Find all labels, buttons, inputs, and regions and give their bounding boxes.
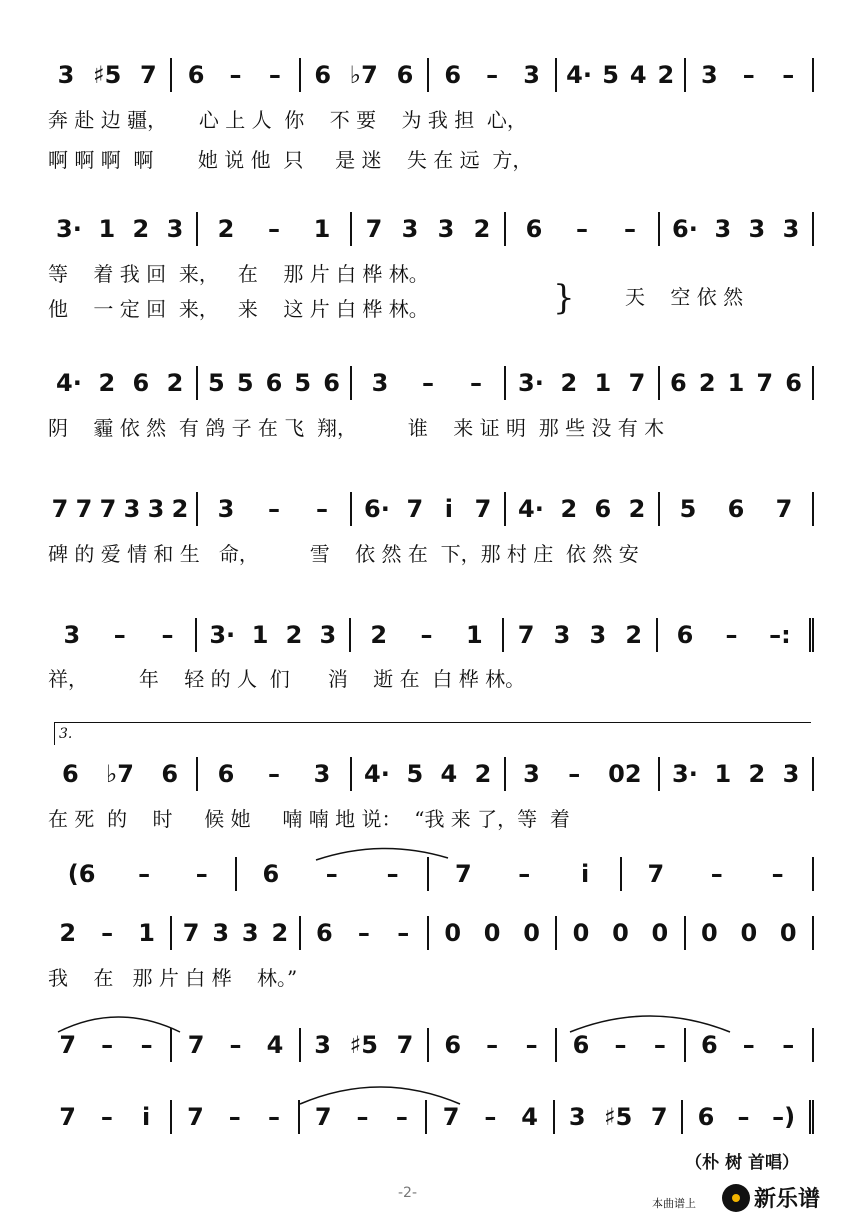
note: 7 xyxy=(474,495,492,523)
note: 0 xyxy=(572,919,590,947)
note: – xyxy=(140,1031,153,1059)
note: 6 xyxy=(697,1103,715,1131)
note: 5 xyxy=(679,495,697,523)
note: 3 xyxy=(147,495,165,523)
note: 3 xyxy=(123,495,141,523)
note: 6 xyxy=(161,760,179,788)
note: 0 xyxy=(651,919,669,947)
note: 6· xyxy=(672,215,698,243)
slur-arc xyxy=(316,848,448,860)
page-number: -2- xyxy=(398,1185,418,1201)
note: – xyxy=(653,1031,666,1059)
note: – xyxy=(395,1103,408,1131)
note: – xyxy=(518,860,531,888)
note: 3 xyxy=(523,760,540,788)
note: 0 xyxy=(612,919,629,947)
note: 2 xyxy=(560,369,578,397)
note: 1 xyxy=(98,215,116,243)
lyric-line-7: 祥， 年 轻 的 人 们 消 逝 在 白 桦 林。 xyxy=(48,667,526,691)
note: 1 xyxy=(251,621,269,649)
note: 6 xyxy=(396,61,414,89)
note: 3 xyxy=(523,61,540,89)
note: – xyxy=(420,621,433,649)
note: 2 xyxy=(132,215,150,243)
note: 7 xyxy=(756,369,774,397)
note: 2 xyxy=(628,495,646,523)
note: 2 xyxy=(370,621,388,649)
note: – xyxy=(525,1031,538,1059)
note: (6 xyxy=(67,860,96,888)
note: 6 xyxy=(701,1031,718,1059)
note: 4 xyxy=(440,760,458,788)
note: – xyxy=(710,860,723,888)
note: 1 xyxy=(727,369,745,397)
note: 7 xyxy=(442,1103,460,1131)
note: – xyxy=(268,215,280,243)
lyric-line-9: 我 在 那 片 白 桦 林。” xyxy=(48,966,298,990)
note: 6 xyxy=(217,760,235,788)
note: 3· xyxy=(518,369,544,397)
note: 3 xyxy=(313,760,331,788)
note: –: xyxy=(769,621,791,649)
note: 0 xyxy=(740,919,758,947)
note: 6 xyxy=(594,495,612,523)
note: 3 xyxy=(701,61,718,89)
note: i xyxy=(142,1103,151,1131)
note: 3· xyxy=(209,621,236,649)
note: 2 xyxy=(271,919,289,947)
note: 5 xyxy=(406,760,424,788)
note: 3 xyxy=(437,215,455,243)
note: 6 xyxy=(61,760,79,788)
note: – xyxy=(267,1103,280,1131)
note: – xyxy=(386,860,399,888)
note: 6 xyxy=(444,1031,462,1059)
note: 5 xyxy=(208,369,225,397)
note: 3 xyxy=(782,215,800,243)
note: 6 xyxy=(265,369,283,397)
note: 2 xyxy=(625,621,643,649)
brand xyxy=(722,1182,820,1213)
note: 3 xyxy=(319,621,337,649)
note: – xyxy=(484,1103,497,1131)
note: 7 xyxy=(396,1031,414,1059)
note: 6 xyxy=(525,215,543,243)
note: – xyxy=(737,1103,750,1131)
note: – xyxy=(101,1031,114,1059)
note: 7 xyxy=(775,495,793,523)
note: 3 xyxy=(57,61,75,89)
note: – xyxy=(624,215,636,243)
note: 7 xyxy=(365,215,383,243)
note: 7 xyxy=(647,860,665,888)
note: 5 xyxy=(294,369,312,397)
lyric-line-4: 他 一 定 回 来， 来 这 片 白 桦 林。 xyxy=(48,297,429,321)
note: 3 xyxy=(217,495,235,523)
note: 7 xyxy=(455,860,472,888)
note: 3 xyxy=(589,621,607,649)
slur-arc xyxy=(300,1087,460,1104)
note: ♯5 xyxy=(349,1031,378,1059)
note: 3 xyxy=(241,919,259,947)
note: 0 xyxy=(701,919,718,947)
slur-arc xyxy=(58,1017,180,1032)
note: – xyxy=(782,61,795,89)
note: – xyxy=(576,215,588,243)
note: 7 xyxy=(650,1103,668,1131)
note: 2 xyxy=(171,495,189,523)
singer-credit: （朴 树 首唱） xyxy=(685,1153,799,1173)
note: 3· xyxy=(56,215,82,243)
note: 4· xyxy=(518,495,544,523)
note: 3 xyxy=(371,369,389,397)
lyric-bracket: } xyxy=(553,278,575,318)
note: 2 xyxy=(59,919,77,947)
note: 2 xyxy=(657,61,675,89)
note: 0 xyxy=(483,919,501,947)
note: i xyxy=(580,860,590,888)
note: – xyxy=(229,1031,242,1059)
note: 3 xyxy=(568,1103,586,1131)
note: – xyxy=(101,919,114,947)
note: ♭7 xyxy=(105,760,135,788)
note: 6 xyxy=(572,1031,590,1059)
note: – xyxy=(782,1031,795,1059)
note: – xyxy=(568,760,581,788)
note: 1 xyxy=(594,369,612,397)
note: 2 xyxy=(285,621,303,649)
brand-name: 新乐谱 xyxy=(754,1187,821,1212)
note: – xyxy=(316,495,328,523)
source-label: 本曲谱上 xyxy=(652,1197,696,1210)
note: 0 xyxy=(523,919,540,947)
note: – xyxy=(356,1103,369,1131)
note: 3 xyxy=(553,621,571,649)
note: 3 xyxy=(714,215,732,243)
note: 2 xyxy=(748,760,766,788)
note: 3 xyxy=(748,215,766,243)
note: 6 xyxy=(323,369,340,397)
note: – xyxy=(742,1031,755,1059)
note: – xyxy=(397,919,410,947)
note: – xyxy=(614,1031,627,1059)
note: 4 xyxy=(521,1103,538,1131)
lyric-line-5: 阴 霾 依 然 有 鸽 子 在 飞 翔， 谁 来 证 明 那 些 没 有 木 xyxy=(48,416,665,440)
note: – xyxy=(486,61,499,89)
note: 7 xyxy=(187,1031,205,1059)
note: 2 xyxy=(698,369,716,397)
note: 6· xyxy=(364,495,390,523)
lyric-line-8: 在 死 的 时 候 她 喃 喃 地 说： “我 来 了，等 着 xyxy=(48,807,570,831)
side-lyric: 天 空 依 然 xyxy=(625,285,744,309)
note: 3 xyxy=(314,1031,331,1059)
note: 7 xyxy=(99,495,117,523)
note: 6 xyxy=(676,621,694,649)
note: 2 xyxy=(166,369,184,397)
note: 7 xyxy=(59,1031,77,1059)
note: ♯5 xyxy=(604,1103,633,1131)
note: 1 xyxy=(138,919,155,947)
note: 6 xyxy=(670,369,687,397)
note: – xyxy=(113,621,126,649)
note: 2 xyxy=(560,495,578,523)
note: 3 xyxy=(401,215,419,243)
lyric-line-3: 等 着 我 回 来， 在 那 片 白 桦 林。 xyxy=(48,262,429,286)
note: 7 xyxy=(628,369,646,397)
slur-arc xyxy=(570,1016,730,1032)
note: 7 xyxy=(75,495,93,523)
note: 4· xyxy=(566,61,592,89)
note: 1 xyxy=(465,621,483,649)
vinyl-record-icon xyxy=(722,1184,750,1212)
note: i xyxy=(444,495,454,523)
note: 02 xyxy=(608,760,642,788)
note: 7 xyxy=(139,61,157,89)
lyric-line-2: 啊 啊 啊 啊 她 说 他 只 是 迷 失 在 远 方， xyxy=(48,148,533,172)
note: 4 xyxy=(629,61,647,89)
note: – xyxy=(138,860,151,888)
note: – xyxy=(771,860,784,888)
note: 3 xyxy=(212,919,230,947)
note: 3 xyxy=(166,215,184,243)
note: 6 xyxy=(262,860,280,888)
note: 7 xyxy=(187,1103,204,1131)
note: ♯5 xyxy=(93,61,122,89)
note: 6 xyxy=(187,61,205,89)
note: –) xyxy=(772,1103,796,1131)
note: – xyxy=(229,61,242,89)
note: 2 xyxy=(217,215,235,243)
note: 2 xyxy=(473,215,491,243)
note: 6 xyxy=(785,369,802,397)
note: – xyxy=(486,1031,499,1059)
note: 3 xyxy=(782,760,800,788)
note: – xyxy=(161,621,174,649)
lyric-line-1: 奔 赴 边 疆， 心 上 人 你 不 要 为 我 担 心， xyxy=(48,108,527,132)
note: 4· xyxy=(56,369,82,397)
note: 3 xyxy=(63,621,81,649)
note: – xyxy=(422,369,434,397)
note: 7 xyxy=(517,621,535,649)
note: – xyxy=(470,369,482,397)
note: 5 xyxy=(236,369,254,397)
note: – xyxy=(742,61,755,89)
note: 4 xyxy=(266,1031,284,1059)
note: 6 xyxy=(316,919,333,947)
note: 0 xyxy=(779,919,797,947)
note: 7 xyxy=(182,919,200,947)
note: 1 xyxy=(714,760,732,788)
note: 6 xyxy=(132,369,150,397)
note: 1 xyxy=(313,215,331,243)
note: – xyxy=(725,621,738,649)
note: 2 xyxy=(474,760,492,788)
lyric-line-6: 碑 的 爱 情 和 生 命， 雪 依 然 在 下，那 村 庄 依 然 安 xyxy=(48,542,639,566)
note: 2 xyxy=(98,369,116,397)
note: – xyxy=(357,919,370,947)
volta-label: 3. xyxy=(59,726,73,742)
note: – xyxy=(268,61,281,89)
note: – xyxy=(268,760,280,788)
note: 6 xyxy=(727,495,745,523)
note: – xyxy=(195,860,208,888)
note: 6 xyxy=(314,61,332,89)
note: ♭7 xyxy=(349,61,378,89)
note: 7 xyxy=(51,495,69,523)
note: 0 xyxy=(444,919,462,947)
note: 7 xyxy=(314,1103,332,1131)
note: – xyxy=(100,1103,113,1131)
note: – xyxy=(228,1103,241,1131)
note: – xyxy=(325,860,338,888)
note: 6 xyxy=(444,61,462,89)
note: 3· xyxy=(672,760,698,788)
note: 7 xyxy=(406,495,424,523)
note: 4· xyxy=(364,760,390,788)
note: 5 xyxy=(602,61,619,89)
note: – xyxy=(268,495,280,523)
note: 7 xyxy=(59,1103,76,1131)
